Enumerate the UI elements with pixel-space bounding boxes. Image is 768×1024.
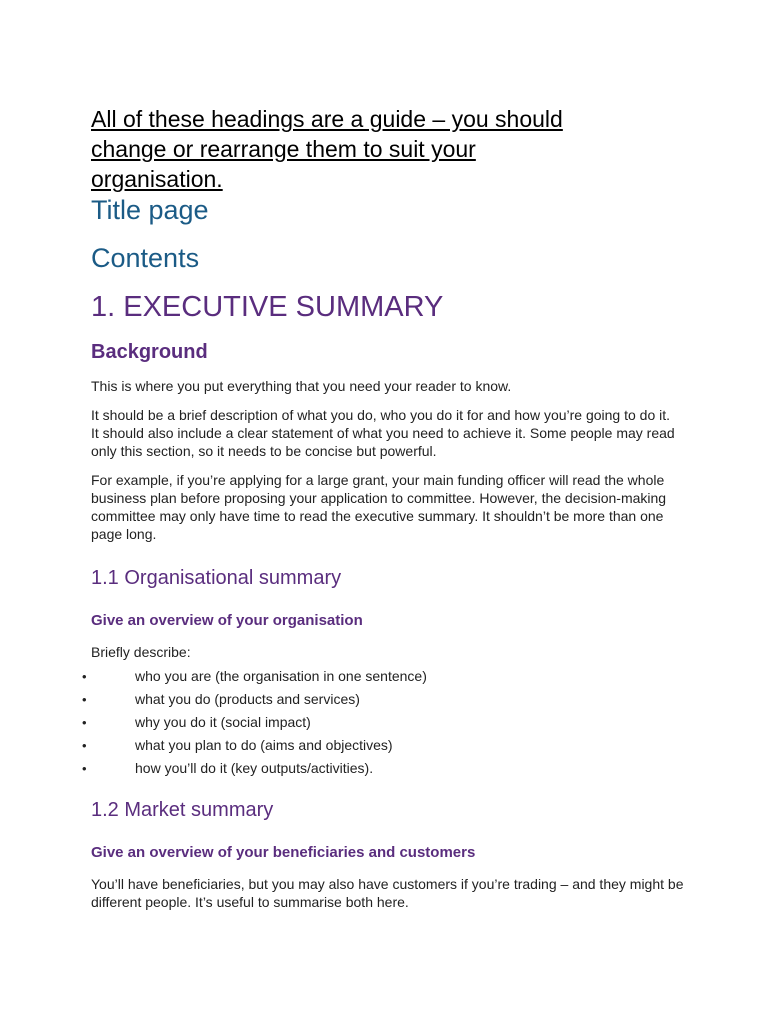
list-item (82, 688, 691, 711)
list-item (82, 711, 691, 734)
bullet-icon: • (82, 715, 87, 730)
background-paragraph-2: It should be a brief description of what you do, who you do it for and how you’re going to do it. It should also include a clear statement of what you need to achieve it. Some people may read only this section, so it needs to be concise but powerful. (91, 407, 675, 459)
background-paragraph-3: For example, if you’re applying for a large grant, your main funding officer will read the whole business plan before proposing your application to committee. However, the decision-making committee may only have time to read the executive summary. It shouldn’t be more than one page long. (91, 472, 667, 542)
describe-list (82, 665, 691, 780)
intro-line-1: All of these headings are a guide – you should (91, 106, 563, 132)
intro-line-3: organisation. (91, 166, 223, 192)
list-item-text: what you do (products and services) (135, 691, 360, 707)
list-item (82, 734, 691, 757)
list-item-text: how you’ll do it (key outputs/activities). (135, 760, 374, 776)
bullet-icon: • (82, 738, 87, 753)
list-item-text: who you are (the organisation in one sentence) (135, 668, 427, 684)
market-summary-heading: 1.2 Market summary (91, 799, 274, 821)
briefly-describe-lead: Briefly describe: (91, 644, 191, 660)
background-paragraph-1: This is where you put everything that you need your reader to know. (91, 378, 512, 394)
list-item (82, 757, 691, 780)
list-item-text: what you plan to do (aims and objectives) (135, 737, 393, 753)
executive-summary-heading: 1. EXECUTIVE SUMMARY (91, 291, 444, 323)
contents-heading: Contents (91, 243, 200, 273)
bullet-icon: • (82, 669, 87, 684)
bullet-icon: • (82, 761, 87, 776)
list-item-text: why you do it (social impact) (135, 714, 311, 730)
organisational-summary-heading: 1.1 Organisational summary (91, 567, 342, 589)
list-item (82, 665, 691, 688)
document-page (82, 104, 691, 911)
organisation-overview-subheading: Give an overview of your organisation (91, 612, 363, 629)
beneficiaries-paragraph: You’ll have beneficiaries, but you may also have customers if you’re trading – and they might be different people. It’s useful to summarise both here. (91, 876, 684, 910)
beneficiaries-overview-subheading: Give an overview of your beneficiaries and customers (91, 844, 476, 861)
intro-note (91, 104, 691, 194)
intro-line-2: change or rearrange them to suit your (91, 136, 476, 162)
background-heading: Background (91, 341, 208, 363)
bullet-icon: • (82, 692, 87, 707)
title-page-heading: Title page (91, 195, 209, 225)
